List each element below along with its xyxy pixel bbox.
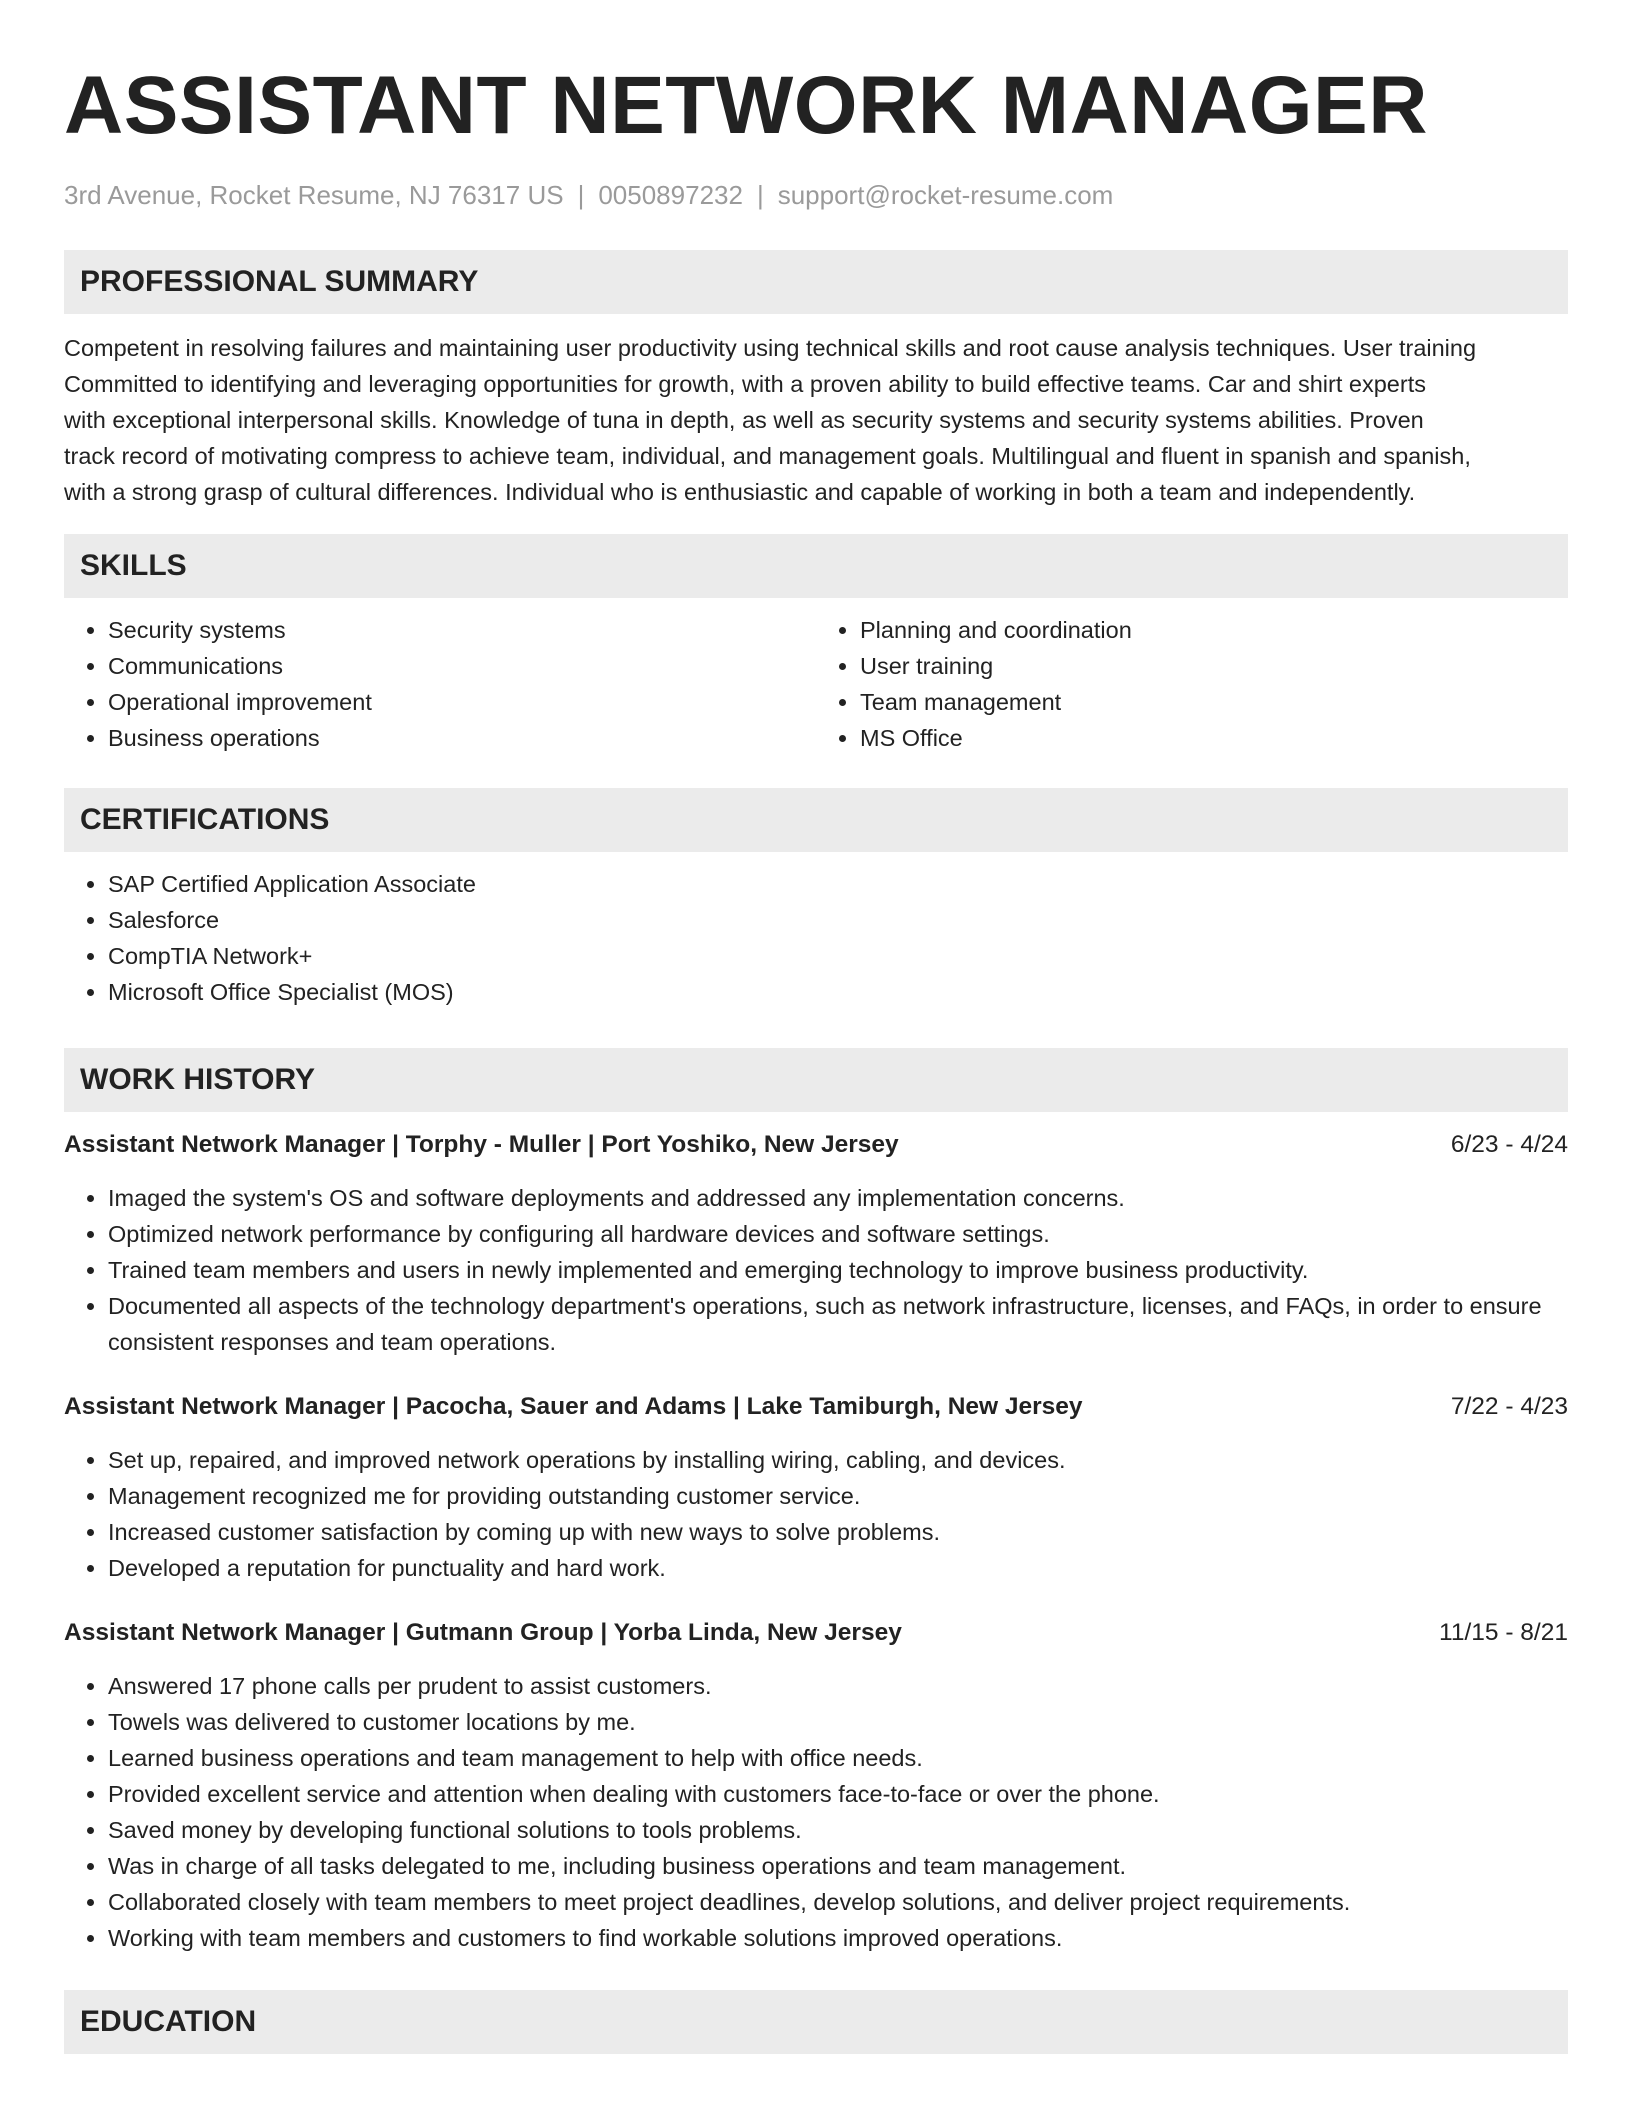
job-title: Assistant Network Manager | Torphy - Muller | Port Yoshiko, New Jersey (64, 1131, 899, 1158)
certification-item: • CompTIA Network+ (108, 938, 1568, 974)
contact-email[interactable]: support@rocket-resume.com (777, 180, 1114, 210)
contact-line (64, 178, 1568, 212)
job-bullet: • Provided excellent service and attention when dealing with customers face-to-face or over the phone. (108, 1776, 1568, 1812)
job-bullet: • Learned business operations and team management to help with office needs. (108, 1740, 1568, 1776)
summary-line: with a strong grasp of cultural differences. Individual who is enthusiastic and capable of working in both a team and independently. (64, 479, 1416, 505)
job-title: Assistant Network Manager | Pacocha, Sauer and Adams | Lake Tamiburgh, New Jersey (64, 1393, 1083, 1420)
resume-title: ASSISTANT NETWORK MANAGER (64, 60, 1428, 151)
section-heading-certifications: CERTIFICATIONS (64, 788, 1568, 852)
job-bullet: • Working with team members and customers to find workable solutions improved operations. (108, 1920, 1568, 1956)
job-bullet: • Trained team members and users in newly implemented and emerging technology to improve business productivity. (108, 1252, 1568, 1288)
skills-list-right (816, 612, 1568, 756)
job-dates: 6/23 - 4/24 (1450, 1131, 1568, 1158)
contact-address: 3rd Avenue, Rocket Resume, NJ 76317 US (64, 180, 564, 210)
certification-item: • Salesforce (108, 902, 1568, 938)
certification-item: • Microsoft Office Specialist (MOS) (108, 974, 1568, 1010)
skill-item: • MS Office (860, 720, 1568, 756)
job-bullet: • Documented all aspects of the technology department's operations, such as network infrastructure, licenses, and FAQs, in order to ensure consistent responses and team operations. (108, 1288, 1568, 1360)
job-header (64, 1128, 1568, 1162)
section-heading-education: EDUCATION (64, 1990, 1568, 2054)
job-title: Assistant Network Manager | Gutmann Group | Yorba Linda, New Jersey (64, 1619, 902, 1646)
skill-item: • User training (860, 648, 1568, 684)
job-bullet: • Towels was delivered to customer locations by me. (108, 1704, 1568, 1740)
skill-item: • Planning and coordination (860, 612, 1568, 648)
job-bullet: • Increased customer satisfaction by coming up with new ways to solve problems. (108, 1514, 1568, 1550)
job-dates: 7/22 - 4/23 (1450, 1393, 1568, 1420)
job-bullet: • Was in charge of all tasks delegated to me, including business operations and team management. (108, 1848, 1568, 1884)
skill-item: • Communications (108, 648, 816, 684)
skills-grid (64, 612, 1568, 756)
contact-phone: 0050897232 (598, 180, 743, 210)
job-header (64, 1390, 1568, 1424)
section-heading-summary: PROFESSIONAL SUMMARY (64, 250, 1568, 314)
summary-line: track record of motivating compress to achieve team, individual, and management goals. Multilingual and fluent in spanish and spanish, (64, 443, 1471, 469)
section-heading-skills: SKILLS (64, 534, 1568, 598)
skill-item: • Security systems (108, 612, 816, 648)
job-bullet: • Set up, repaired, and improved network operations by installing wiring, cabling, and devices. (108, 1442, 1568, 1478)
skill-item: • Team management (860, 684, 1568, 720)
summary-text (64, 330, 1568, 510)
job-bullet: • Developed a reputation for punctuality and hard work. (108, 1550, 1568, 1586)
summary-line: Competent in resolving failures and maintaining user productivity using technical skills and root cause analysis techniques. User training (64, 335, 1477, 361)
skill-item: • Business operations (108, 720, 816, 756)
skills-list-left (64, 612, 816, 756)
job-bullet: • Saved money by developing functional solutions to tools problems. (108, 1812, 1568, 1848)
job-bullets (64, 1668, 1568, 1956)
skill-item: • Operational improvement (108, 684, 816, 720)
job-bullet: • Collaborated closely with team members to meet project deadlines, develop solutions, and deliver project requirements. (108, 1884, 1568, 1920)
section-heading-work-history: WORK HISTORY (64, 1048, 1568, 1112)
contact-separator: | (756, 180, 764, 210)
contact-separator: | (577, 180, 585, 210)
summary-line: Committed to identifying and leveraging opportunities for growth, with a proven ability to build effective teams. Car and shirt experts (64, 371, 1426, 397)
job-bullet: • Answered 17 phone calls per prudent to assist customers. (108, 1668, 1568, 1704)
job-header (64, 1616, 1568, 1650)
job-dates: 11/15 - 8/21 (1439, 1619, 1568, 1646)
certifications-list (64, 866, 1568, 1010)
summary-line: with exceptional interpersonal skills. Knowledge of tuna in depth, as well as security systems and security systems abilities. Proven (64, 407, 1424, 433)
job-bullets (64, 1180, 1568, 1360)
certification-item: • SAP Certified Application Associate (108, 866, 1568, 902)
job-bullet: • Management recognized me for providing outstanding customer service. (108, 1478, 1568, 1514)
job-bullet: • Optimized network performance by configuring all hardware devices and software settings. (108, 1216, 1568, 1252)
job-bullets (64, 1442, 1568, 1586)
job-bullet: • Imaged the system's OS and software deployments and addressed any implementation concerns. (108, 1180, 1568, 1216)
